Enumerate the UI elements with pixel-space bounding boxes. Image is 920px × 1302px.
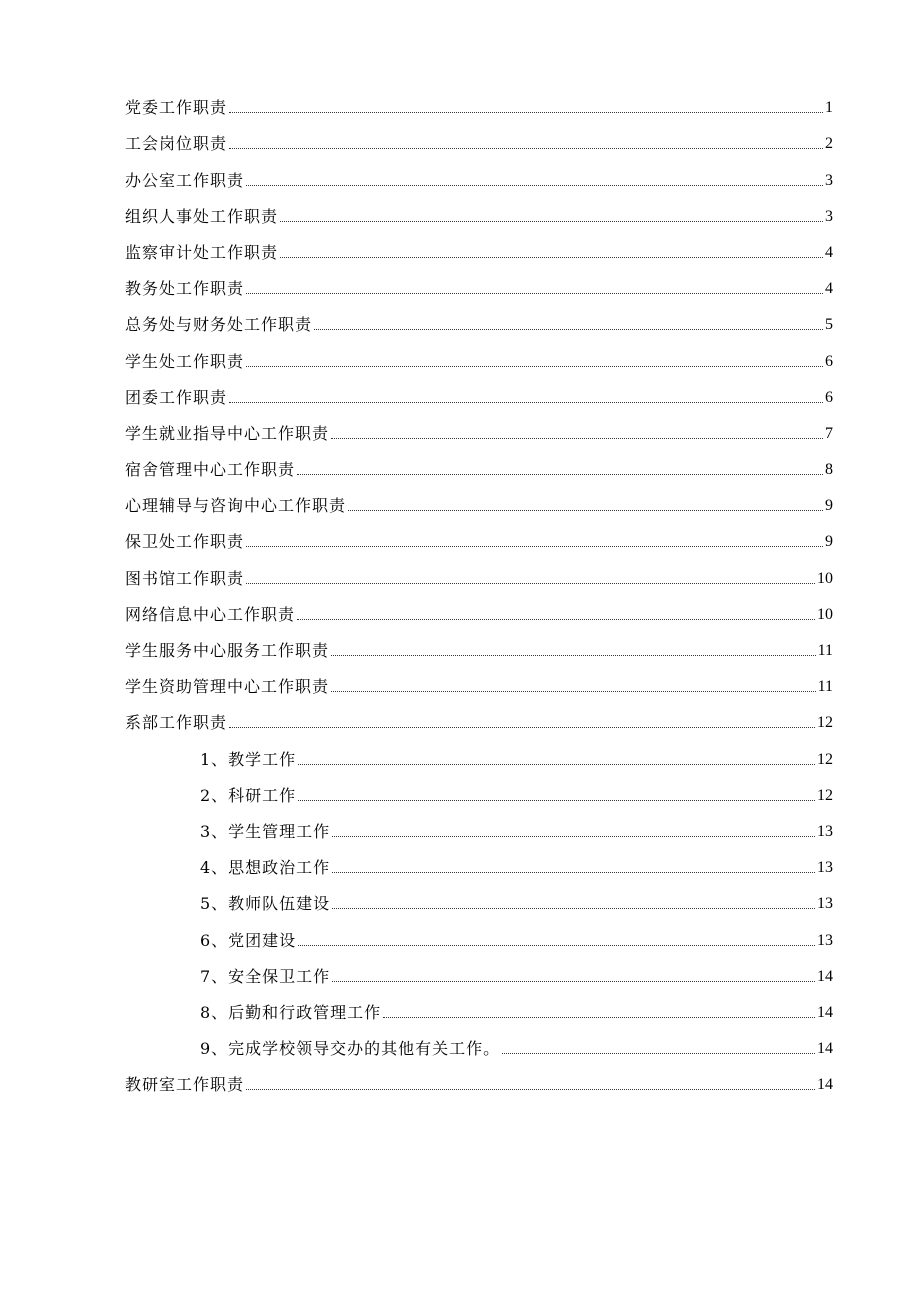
toc-entry-label: 学生服务中心服务工作职责 [125,641,330,660]
toc-entry[interactable] [125,842,833,878]
toc-entry-label: 党委工作职责 [125,98,228,118]
dot-leader [280,257,823,258]
toc-entry[interactable] [125,444,833,480]
toc-entry-page-number: 3 [825,207,833,225]
toc-entry[interactable] [125,263,833,299]
dot-leader [297,619,815,620]
dot-leader [298,800,815,801]
toc-entry-label: 图书馆工作职责 [125,568,245,588]
toc-entry-page-number: 9 [825,497,833,515]
toc-entry-label: 监察审计处工作职责 [125,242,279,262]
toc-entry[interactable] [125,806,833,842]
toc-entry[interactable] [125,191,833,227]
toc-entry[interactable] [125,878,833,914]
toc-entry[interactable] [125,516,833,552]
toc-entry[interactable] [125,1023,833,1059]
toc-entry-label: 8、后勤和行政管理工作 [200,1002,382,1022]
dot-leader [297,474,823,475]
dot-leader [298,945,815,946]
toc-entry[interactable] [125,1059,833,1095]
toc-entry[interactable] [125,625,833,661]
toc-entry-label: 5、教师队伍建设 [200,894,331,914]
toc-entry-page-number: 7 [825,424,833,442]
toc-entry[interactable] [125,552,833,588]
dot-leader [331,438,823,439]
toc-entry-page-number: 3 [825,171,833,189]
toc-entry-page-number: 13 [817,859,833,877]
toc-entry-label: 宿舍管理中心工作职责 [125,460,296,480]
toc-entry-page-number: 13 [817,931,833,949]
dot-leader [383,1017,815,1018]
toc-entry-label: 学生资助管理中心工作职责 [125,677,330,697]
toc-entry[interactable] [125,661,833,697]
toc-entry-page-number: 2 [825,135,833,153]
toc-entry[interactable] [125,480,833,516]
dot-leader [246,185,823,186]
toc-entry[interactable] [125,589,833,625]
dot-leader [229,148,823,149]
toc-entry-page-number: 9 [825,533,833,551]
toc-entry-label: 团委工作职责 [125,387,228,407]
toc-entry-page-number: 6 [825,352,833,370]
toc-entry-page-number: 10 [817,569,833,587]
toc-entry-page-number: 1 [825,99,833,117]
toc-entry-label: 网络信息中心工作职责 [125,604,296,624]
toc-entry[interactable] [125,733,833,769]
toc-entry-page-number: 11 [817,642,833,659]
toc-entry-label: 系部工作职责 [125,713,228,733]
toc-entry-page-number: 14 [817,967,833,985]
dot-leader [332,908,815,909]
toc-entry-page-number: 13 [817,895,833,913]
dot-leader [332,981,815,982]
toc-entry[interactable] [125,227,833,263]
dot-leader [332,872,815,873]
dot-leader [331,691,816,692]
toc-entry-page-number: 14 [817,1003,833,1021]
toc-entry[interactable] [125,299,833,335]
toc-entry-label: 9、完成学校领导交办的其他有关工作。 [200,1039,501,1059]
toc-entry-label: 4、思想政治工作 [200,858,331,878]
toc-entry-page-number: 8 [825,461,833,479]
toc-entry-label: 学生处工作职责 [125,351,245,371]
dot-leader [246,293,823,294]
dot-leader [229,112,823,113]
toc-entry[interactable] [125,951,833,987]
dot-leader [280,221,823,222]
dot-leader [229,402,823,403]
toc-entry-label: 3、学生管理工作 [200,821,331,841]
toc-entry-label: 保卫处工作职责 [125,532,245,552]
dot-leader [332,836,815,837]
toc-entry-label: 心理辅导与咨询中心工作职责 [125,496,347,516]
toc-entry-label: 7、安全保卫工作 [200,966,331,986]
toc-entry-page-number: 5 [825,316,833,334]
toc-entry-label: 办公室工作职责 [125,170,245,190]
toc-entry[interactable] [125,335,833,371]
table-of-contents [125,82,833,1095]
toc-entry-page-number: 4 [825,280,833,298]
toc-entry-page-number: 12 [817,750,833,768]
toc-entry-page-number: 14 [817,1076,833,1094]
toc-entry-page-number: 13 [817,822,833,840]
toc-entry[interactable] [125,697,833,733]
toc-entry[interactable] [125,82,833,118]
toc-entry-label: 1、教学工作 [200,749,297,769]
toc-entry[interactable] [125,770,833,806]
toc-entry[interactable] [125,154,833,190]
dot-leader [246,1089,815,1090]
dot-leader [331,655,816,656]
toc-entry[interactable] [125,987,833,1023]
toc-entry-label: 2、科研工作 [200,785,297,805]
toc-entry-page-number: 12 [817,786,833,804]
toc-entry[interactable] [125,118,833,154]
toc-entry[interactable] [125,372,833,408]
dot-leader [298,764,815,765]
dot-leader [348,510,823,511]
toc-entry-label: 教研室工作职责 [125,1075,245,1095]
toc-entry[interactable] [125,408,833,444]
toc-entry-page-number: 14 [817,1040,833,1058]
toc-entry[interactable] [125,914,833,950]
toc-entry-page-number: 11 [817,678,833,696]
dot-leader [229,727,815,728]
toc-entry-label: 组织人事处工作职责 [125,206,279,226]
toc-entry-page-number: 12 [817,714,833,732]
toc-entry-label: 6、党团建设 [200,930,297,950]
toc-entry-label: 学生就业指导中心工作职责 [125,423,330,443]
toc-entry-page-number: 10 [817,605,833,623]
toc-entry-page-number: 6 [825,388,833,406]
dot-leader [246,366,823,367]
toc-entry-label: 教务处工作职责 [125,279,245,299]
dot-leader [246,546,823,547]
dot-leader [246,583,815,584]
dot-leader [314,329,823,330]
dot-leader [502,1053,815,1054]
toc-entry-page-number: 4 [825,243,833,261]
toc-entry-label: 工会岗位职责 [125,134,228,154]
toc-entry-label: 总务处与财务处工作职责 [125,315,313,335]
